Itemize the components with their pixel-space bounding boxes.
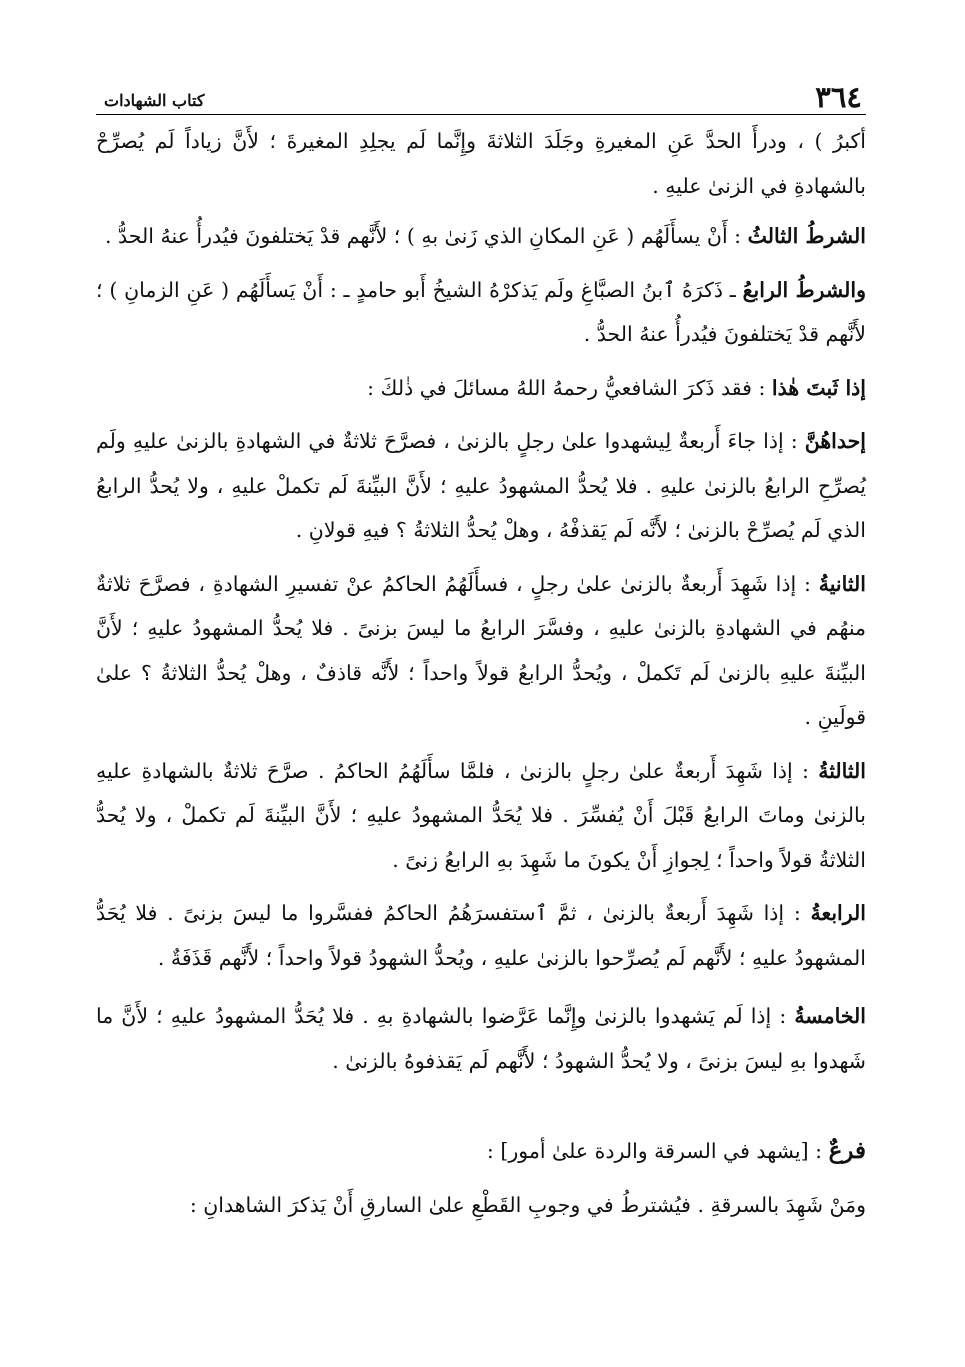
paragraph [96,749,866,883]
paragraph-heading: إحداهُنَّ [804,429,866,453]
paragraph [96,119,866,208]
page-number: ٣٦٤ [815,80,862,114]
paragraph-heading: الثانيةُ [818,571,866,596]
paragraph [96,214,866,259]
paragraph-text: : إذا جاءَ أَربعةٌ لِيشهدوا علىٰ رجلٍ بالزنىٰ ، فصرَّحَ ثلاثةٌ في الشهادةِ بالزنىٰ عليهِ ولَم يُصرِّحِ الرابعُ بالزنىٰ عليهِ . فلا يُحدُّ المشهودُ عليهِ ؛ لأَنَّ البيِّنةَ لَم تكملْ عليهِ ، ولا يُحدُّ الرابعُ الذي لَم يُصرِّحْ بالزنىٰ ؛ لأَنَّه لَم يَقذفْهُ ، وهلْ يُحدُّ الثلاثةُ ؟ فيهِ قولانِ . [96,429,866,542]
paragraph [96,268,866,357]
paragraph-heading: والشرطُ الرابعُ [742,277,866,302]
main-text [96,115,866,1227]
paragraph-heading: الرابعةُ [810,901,866,925]
page-header [96,78,866,115]
book-page [96,78,866,1236]
paragraph [96,419,866,553]
running-title: كتاب الشهادات [104,91,205,110]
paragraph-heading: الثالثةُ [818,758,866,783]
paragraph-text: : إذا شَهِدَ أَربعةٌ بالزنىٰ ، ثمَّ ٱستفسرَهُمُ الحاكمُ ففسَّروا ما ليسَ بزنىً . فلا يُحَدُّ المشهودُ عليهِ ؛ لأَنَّهم لَم يُصرِّحوا بالزنىٰ عليهِ ، ويُحدُّ الشهودُ قولاً واحداً ؛ لأَنَّهم قَذَفَةٌ . [96,901,866,970]
branch-title: : [يشهد في السرقة والردة علىٰ أمور] : [486,1139,829,1163]
paragraph-text: : إذا لَم يَشهدوا بالزنىٰ وإِنَّما عَرَّضوا بالشهادةِ بهِ . فلا يُحَدُّ المشهودُ عليهِ ؛ لأَنَّ ما شَهدوا بهِ ليسَ بزنىً ، ولا يُحدُّ الشهودُ ؛ لأَنَّهم لَم يَقذفوهُ بالزنىٰ . [96,1004,866,1073]
paragraph [96,562,866,740]
paragraph [96,994,866,1083]
paragraph-text: أكبرُ ) ، ودرأَ الحدَّ عَنِ المغيرةِ وجَلَدَ الثلاثةَ وإِنَّما لَم يجلِدِ المغيرةَ ؛ لأَنَّ زياداً لَم يُصرِّحْ بالشهادةِ في الزنىٰ عليهِ . [96,129,866,198]
paragraph [96,366,866,411]
paragraph-text: : أَنْ يسأَلَهُم ( عَنِ المكانِ الذي زَنىٰ بهِ ) ؛ لأَنَّهم قدْ يَختلفونَ فيُدرأُ عنهُ الحدُّ . [105,224,748,248]
branch-label: فرعٌ [828,1137,866,1164]
paragraph-text: : إذا شَهِدَ أَربعةٌ علىٰ رجلٍ بالزنىٰ ، فلمَّا سأَلَهُمُ الحاكمُ . صرَّحَ ثلاثةٌ بالشهادةِ عليهِ بالزنىٰ وماتَ الرابعُ قَبْلَ أَنْ يُفسِّرَ . فلا يُحَدُّ المشهودُ عليهِ ؛ لأَنَّ البيِّنةَ لَم تكملْ ، ولا يُحدُّ الثلاثةُ قولاً واحداً ؛ لِجوازِ أَنْ يكونَ ما شَهِدَ بهِ الرابعُ زنىً . [96,758,866,872]
paragraph-text: : فقد ذَكرَ الشافعيُّ رحمهُ اللهُ مسائلَ في ذٰلكَ : [367,375,772,400]
paragraph-text: ومَنْ شَهِدَ بالسرقةِ . فيُشترطُ في وجوبِ القَطْعِ علىٰ السارقِ أَنْ يَذكرَ الشاهدانِ : [189,1192,866,1217]
paragraph-text: : إذا شَهِدَ أَربعةٌ بالزنىٰ علىٰ رجلٍ ، فسأَلَهُمُ الحاكمُ عنْ تفسيرِ الشهادةِ ، فصرَّحَ ثلاثةٌ منهُم في الشهادةِ بالزنىٰ عليهِ ، وفسَّرَ الرابعُ ما ليسَ بزنىً . فلا يُحدُّ المشهودُ عليهِ ؛ لأَنَّ البيِّنةَ عليهِ بالزنىٰ لَم تَكملْ ، ويُحدُّ الرابعُ قولاً واحداً ؛ لأَنَّه قاذفٌ ، وهلْ يُحدُّ الثلاثةُ ؟ علىٰ قولَينِ . [96,571,866,729]
paragraph [96,1183,866,1228]
paragraph-heading: إذا ثَبتَ هٰذا [771,375,866,400]
paragraph-heading: الشرطُ الثالثُ [747,224,866,248]
paragraph-heading: الخامسةُ [794,1004,866,1028]
paragraph [96,891,866,980]
paragraph-text: ـ ذَكرَهُ ٱبنُ الصبَّاغِ ولَم يَذكرْهُ الشيخُ أَبو حامدٍ ـ : أَنْ يَسأَلَهُم ( عَنِ الزمانِ ) ؛ لأَنَّهم قدْ يَختلفونَ فيُدرأُ عنهُ الحدُّ . [96,277,866,346]
branch-heading [96,1129,866,1174]
